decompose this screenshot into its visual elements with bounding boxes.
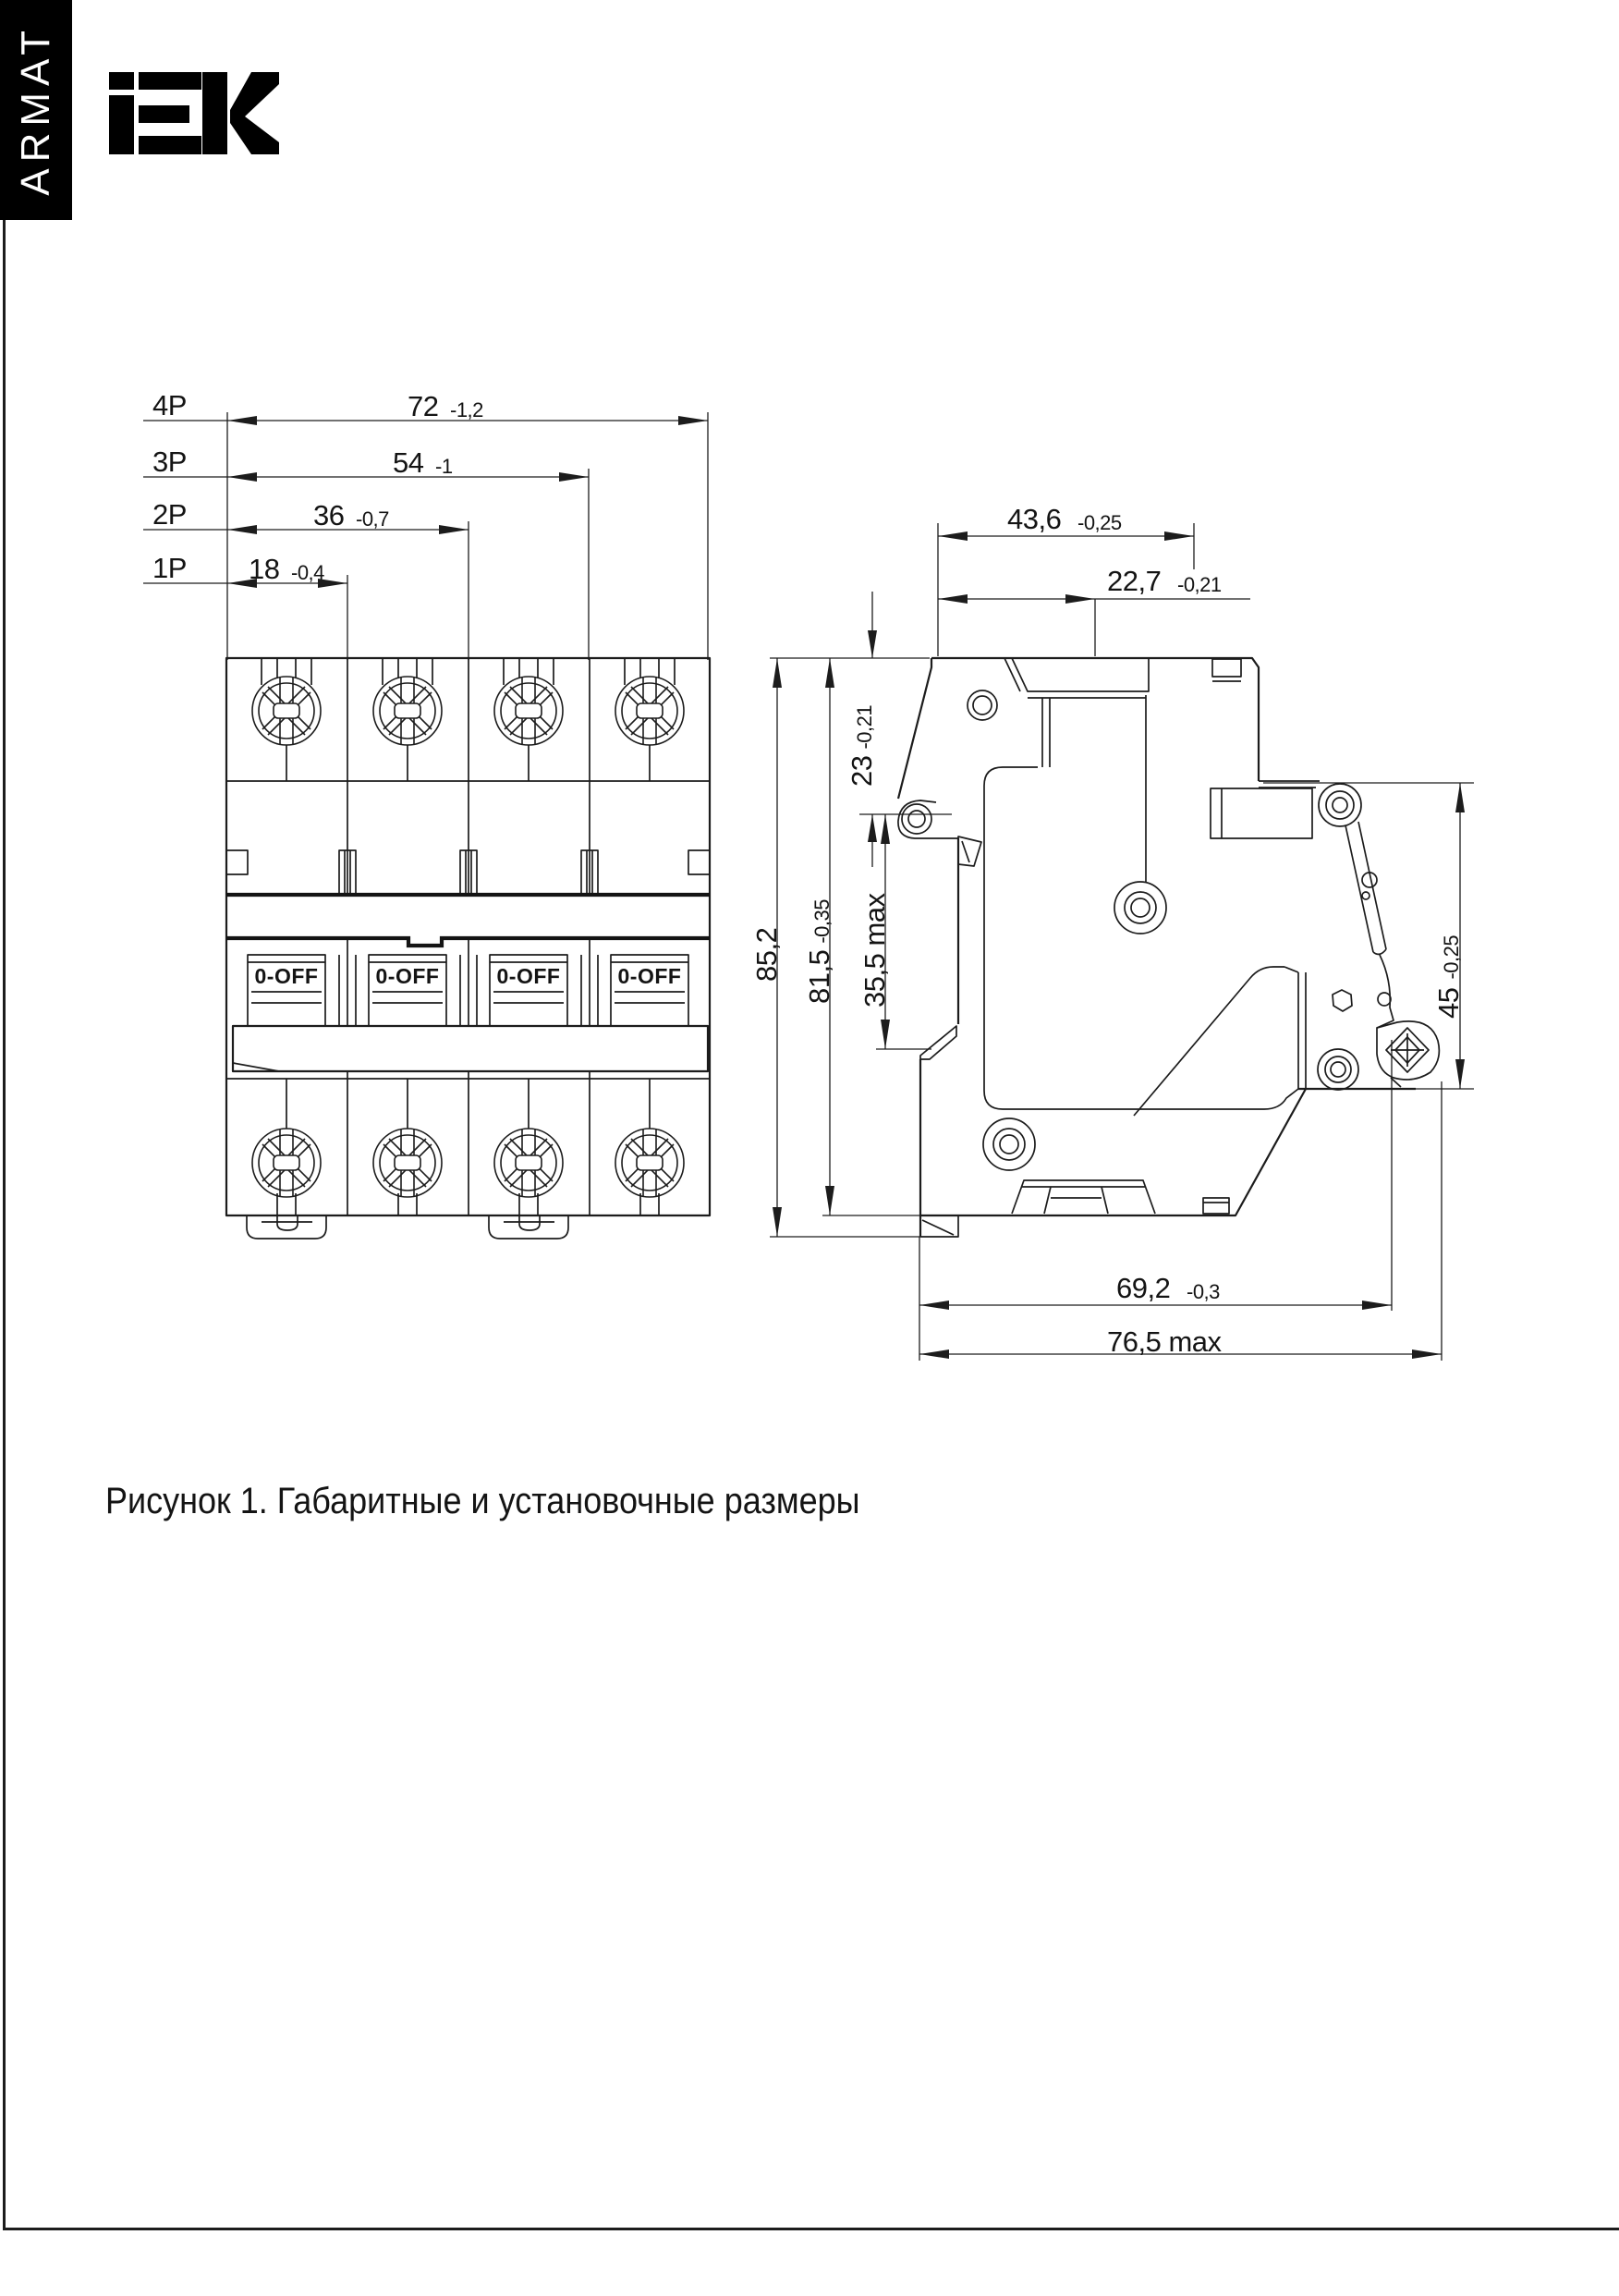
screw-terminal-top-4 xyxy=(615,677,684,745)
screw-terminal-top-3 xyxy=(494,677,563,745)
dim-width-total: 43,6 -0,25 xyxy=(1007,503,1122,535)
dim-width-2p: 36 -0,7 xyxy=(313,499,389,531)
din-clip-front-1 xyxy=(247,1215,326,1239)
brand-vertical-label: ARMAT xyxy=(13,24,58,196)
handle-label: 0-OFF xyxy=(375,964,440,988)
dim-width-3p: 54 -1 xyxy=(393,446,453,479)
side-toggle-mechanism xyxy=(1259,781,1439,1090)
dim-height-body: 81,5-0,35 xyxy=(803,899,835,1004)
front-dimensions xyxy=(143,389,708,660)
side-view xyxy=(750,503,1474,1361)
handle-label: 0-OFF xyxy=(496,964,561,988)
toggle-handle xyxy=(369,955,446,1026)
iek-logo-icon xyxy=(109,72,279,154)
handle-label: 0-OFF xyxy=(254,964,319,988)
screw-terminal-top-1 xyxy=(252,677,321,745)
toggle-handle xyxy=(611,955,688,1026)
side-toggle-grip xyxy=(1211,788,1312,838)
toggle-handle xyxy=(490,955,567,1026)
screw-terminal-top-2 xyxy=(373,677,442,745)
dim-front-face-height: 45-0,25 xyxy=(1432,934,1465,1019)
dim-depth-max: 76,5 max xyxy=(1107,1325,1222,1358)
screw-terminal-bottom-4 xyxy=(615,1129,684,1197)
pole-label-1p: 1P xyxy=(152,552,187,584)
side-internal-details xyxy=(968,658,1312,1214)
side-breaker-outline xyxy=(898,658,1416,1237)
dim-rail-top-offset: 23-0,21 xyxy=(846,704,878,787)
handle-tie-bar xyxy=(233,1026,708,1071)
screw-terminal-bottom-3 xyxy=(494,1129,563,1197)
din-clip-front-2 xyxy=(489,1215,568,1239)
figure-caption: Рисунок 1. Габаритные и установочные размеры xyxy=(105,1481,860,1521)
dim-width-1p: 18 -0,4 xyxy=(249,553,324,585)
pole-label-4p: 4P xyxy=(152,389,187,421)
screw-terminal-bottom-1 xyxy=(252,1129,321,1197)
front-breaker-body xyxy=(226,658,710,1239)
front-view xyxy=(143,389,710,1239)
handle-label: 0-OFF xyxy=(617,964,682,988)
pole-label-2p: 2P xyxy=(152,498,187,531)
dim-height-overall: 85,2 xyxy=(750,927,783,982)
dim-depth-mounted: 69,2 -0,3 xyxy=(1116,1272,1220,1304)
side-dimensions xyxy=(750,503,1474,1361)
pole-label-3p: 3P xyxy=(152,446,187,478)
screw-boss xyxy=(968,690,1166,1170)
dim-rail-window: 35,5 max xyxy=(858,893,891,1008)
screw-terminal-bottom-2 xyxy=(373,1129,442,1197)
toggle-handle xyxy=(248,955,325,1026)
dim-width-to-rail: 22,7 -0,21 xyxy=(1107,565,1222,597)
dim-width-4p: 72 -1,2 xyxy=(408,390,483,422)
